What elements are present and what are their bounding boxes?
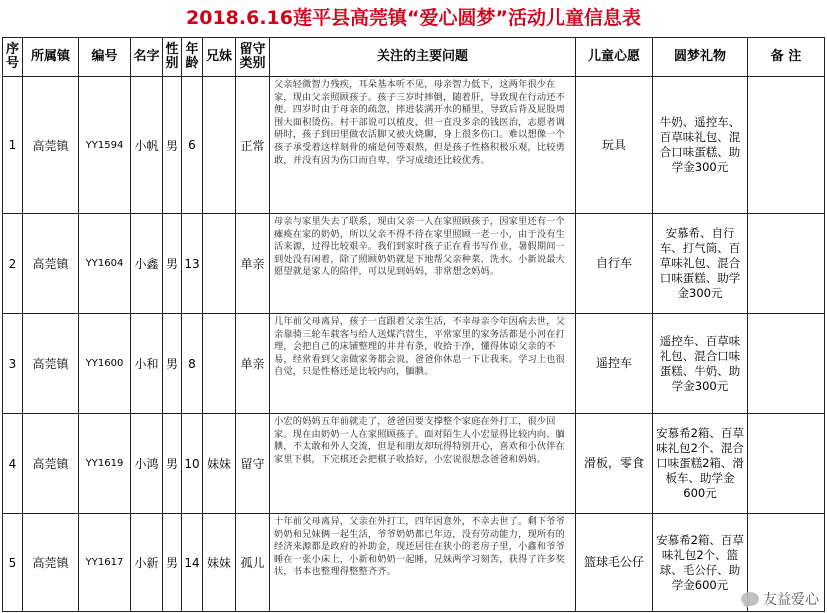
cell-no: 3 <box>3 314 23 414</box>
cell-siblings <box>203 314 236 414</box>
cell-wish: 篮球毛公仔 <box>576 514 653 612</box>
cell-gender: 男 <box>163 514 182 612</box>
cell-wish: 自行车 <box>576 214 653 314</box>
cell-no: 2 <box>3 214 23 314</box>
cell-age: 8 <box>182 314 203 414</box>
cell-name: 小和 <box>131 314 163 414</box>
cell-name: 小鸿 <box>131 414 163 514</box>
cell-code: YY1619 <box>79 414 131 514</box>
cell-concern: 父亲轻微智力残疾，耳朵基本听不见，母亲智力低下，这两年很少在家，现由父亲照顾孩子。孩子三岁时摔倒，随着肝，导致现在行动还不便。四岁时由于母亲的疏忽，摔进装满开水的桶里，导致后背及屁股周围大面积烫伤。村干部说可以植皮，但一直没多余的钱医治，志愿者调研时，孩子到田里做农活脚又被火烧聊，身上很多伤口。难以想像一个孩子承受着这样刻骨的痛是何等艰熬，但是孩子性格积极乐观，比较勇敢，并没有因为伤口而自卑，学习成绩还比较优秀。 <box>270 77 576 214</box>
header-age: 年龄 <box>182 38 203 77</box>
cell-remark <box>748 314 825 414</box>
header-no: 序号 <box>3 38 23 77</box>
table-row <box>3 514 825 612</box>
header-type: 留守类别 <box>236 38 270 77</box>
cell-wish: 玩具 <box>576 77 653 214</box>
cell-concern: 几年前父母离异，孩子一直跟着父亲生活，不幸母亲今年因病去世，父亲靠骑三轮车载客与给人送煤汽营生，平常家里的家务活都是小河在打理，会把自己的床铺整理的井井有条，收拾干净，懂得体谅父亲的不易，经常看到父亲做家务都会说，爸爸你休息一下让我来。学习上也很自觉，只是性格还是比较内向，腼腆。 <box>270 314 576 414</box>
cell-concern: 母亲与家里失去了联系，现由父亲一人在家照顾孩子，因家里还有一个瘫痪在家的奶奶，所以父亲不得不待在家里照顾一老一小，由于没有生活来源，过得比较艰辛。我们到家时孩子正在看书写作业，暑假期间一到处没有闲着，除了照顾奶奶就是下地帮父亲种菜、洗水。小新说最大愿望就是家人的陪伴，可以见到妈妈，非常想念妈妈。 <box>270 214 576 314</box>
cell-age: 13 <box>182 214 203 314</box>
cell-gift: 牛奶、遥控车、百草味礼包、混合口味蛋糕、助学金300元 <box>653 77 748 214</box>
cell-remark <box>748 214 825 314</box>
cell-remark <box>748 77 825 214</box>
table-row <box>3 214 825 314</box>
table-title: 2018.6.16莲平县高莞镇“爱心圆梦”活动儿童信息表 <box>186 7 641 29</box>
header-siblings: 兄妹 <box>203 38 236 77</box>
header-concern: 关注的主要问题 <box>270 38 576 77</box>
cell-town: 高莞镇 <box>23 514 79 612</box>
cell-town: 高莞镇 <box>23 77 79 214</box>
cell-no: 5 <box>3 514 23 612</box>
table-row <box>3 314 825 414</box>
header-town: 所属镇 <box>23 38 79 77</box>
cell-code: YY1600 <box>79 314 131 414</box>
cell-age: 10 <box>182 414 203 514</box>
cell-name: 小鑫 <box>131 214 163 314</box>
chat-bubble-icon <box>741 592 759 606</box>
cell-gift: 安慕希、自行车、打气筒、百草味礼包、混合口味蛋糕、助学金300元 <box>653 214 748 314</box>
cell-gender: 男 <box>163 214 182 314</box>
header-wish: 儿童心愿 <box>576 38 653 77</box>
cell-wish: 滑板，零食 <box>576 414 653 514</box>
cell-type: 正常 <box>236 77 270 214</box>
table-row <box>3 77 825 214</box>
cell-gender: 男 <box>163 77 182 214</box>
cell-type: 留守 <box>236 414 270 514</box>
header-code: 编号 <box>79 38 131 77</box>
cell-gift: 安慕希2箱、百草味礼包2个、混合口味蛋糕2箱、滑板车、助学金600元 <box>653 414 748 514</box>
cell-code: YY1617 <box>79 514 131 612</box>
cell-siblings <box>203 214 236 314</box>
cell-gift: 遥控车、百草味礼包、混合口味蛋糕、牛奶、助学金300元 <box>653 314 748 414</box>
cell-name: 小新 <box>131 514 163 612</box>
cell-town: 高莞镇 <box>23 414 79 514</box>
cell-type: 孤儿 <box>236 514 270 612</box>
cell-remark <box>748 414 825 514</box>
cell-age: 6 <box>182 77 203 214</box>
cell-town: 高莞镇 <box>23 214 79 314</box>
children-info-table <box>2 37 825 612</box>
cell-concern: 小宏的妈妈五年前就走了，爸爸因要支撑整个家庭在外打工，很少回家。现在由奶奶一人在家照顾孩子。面对陌生人小宏显得比较内向、腼腆，不太敢和外人交流，但是和朋友却玩得特别开心，喜欢和小伙伴在家里下棋，下完棋还会把棋子收拾好，小宏说很想念爸爸和妈妈。 <box>270 414 576 514</box>
cell-code: YY1594 <box>79 77 131 214</box>
watermark <box>741 589 819 609</box>
cell-no: 1 <box>3 77 23 214</box>
header-name: 名字 <box>131 38 163 77</box>
cell-siblings: 妹妹 <box>203 514 236 612</box>
cell-siblings: 妹妹 <box>203 414 236 514</box>
cell-age: 14 <box>182 514 203 612</box>
cell-type: 单亲 <box>236 214 270 314</box>
cell-wish: 遥控车 <box>576 314 653 414</box>
cell-town: 高莞镇 <box>23 314 79 414</box>
header-remark: 备 注 <box>748 38 825 77</box>
watermark-text: 友益爱心 <box>763 592 819 608</box>
header-gift: 圆梦礼物 <box>653 38 748 77</box>
cell-name: 小帆 <box>131 77 163 214</box>
cell-gift: 安慕希2箱、百草味礼包2个、篮球、毛公仔、助学金600元 <box>653 514 748 612</box>
cell-siblings <box>203 77 236 214</box>
cell-type: 单亲 <box>236 314 270 414</box>
cell-gender: 男 <box>163 314 182 414</box>
header-row <box>3 38 825 77</box>
header-gender: 性别 <box>163 38 182 77</box>
table-row <box>3 414 825 514</box>
cell-code: YY1604 <box>79 214 131 314</box>
cell-no: 4 <box>3 414 23 514</box>
cell-gender: 男 <box>163 414 182 514</box>
cell-concern: 十年前父母离异，父亲在外打工，四年因意外，不幸去世了。剩下爷爷奶奶和兄妹俩一起生活，爷爷奶奶都已年迈，没有劳动能力，现所有的经济来源都是政府的补助金，现还居住在狭小的老房子里，小鑫和爷爷睡在一张小床上，小新和奶奶一起睡，兄妹两学习刻苦，获得了许多奖状，书本也整理得整整齐齐。 <box>270 514 576 612</box>
